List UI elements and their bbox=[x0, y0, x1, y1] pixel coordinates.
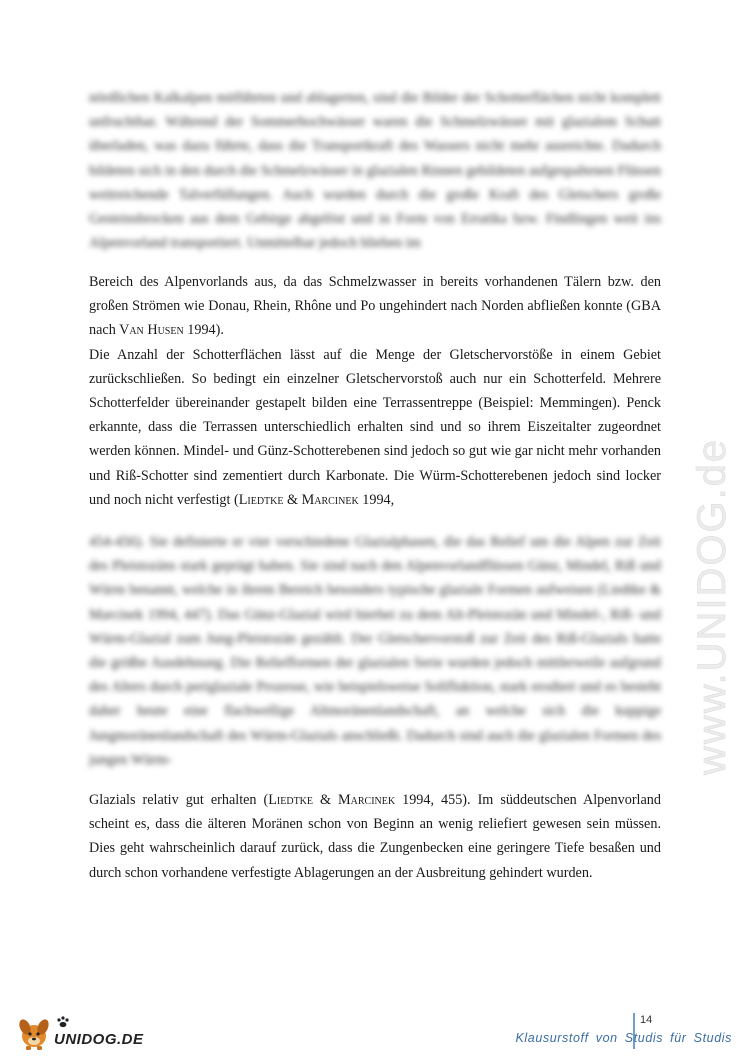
paragraph-block-3 bbox=[89, 788, 661, 885]
citation-author-3b: & M bbox=[313, 792, 351, 808]
paragraph-3-rest: 1994, 455). Im süddeutschen Alpenvorland scheint es, dass die älteren Moränen schon von Beginn an wenig reliefiert gewesen sein müssen. Dies geht wahrscheinlich darauf zurück, dass die Zungenbecken eine geringere Tiefe besaßen und durch schon vorhandene verfestigte Ablagerungen an der Ausbreitung gehindert wurden. bbox=[89, 792, 661, 881]
unidog-logo bbox=[14, 1012, 154, 1052]
watermark-text: www.UNIDOG.de bbox=[690, 437, 734, 775]
citation-author-1a: an bbox=[129, 322, 144, 339]
logo-text: UNIDOG.DE bbox=[54, 1031, 144, 1048]
citation-author-2b: & M bbox=[283, 491, 315, 508]
blurred-text-top: nördlichen Kalkalpen mitführten und ablagerten, sind die Bilder der Schotterflächen nicht komplett unfruchtbar. Während der Sommerhochwässer waren die Schmelzwässer mit glazialem Schutt überladen, was dazu führte, dass die Transportkraft des Wassers nicht mehr ausreichte. Dadurch bildeten sich in den durch die Schmelzwässer in glazialen Rinnen gebildeten aufgespaltenen Flüssen weitreichende Talverfüllungen. Auch wurden durch die große Kraft des Gletschers große Gesteinsbrocken aus dem Gebirge abgelöst und in Form von Erratika bzw. Findlingen weit ins Alpenvorland transportiert. Unmittelbar jedoch blieben im bbox=[89, 90, 661, 252]
dog-mascot-icon bbox=[14, 1012, 54, 1052]
paragraph-block-1 bbox=[89, 270, 661, 512]
footer-tagline: Klausurstoff von Studis für Studis bbox=[515, 1031, 732, 1045]
blurred-paragraph-top bbox=[89, 86, 661, 255]
blurred-paragraph-middle bbox=[89, 530, 661, 772]
citation-author-1c: usen bbox=[157, 322, 184, 339]
paragraph-1-text: Bereich des Alpenvorlands aus, da das Schmelzwasser in bereits vorhandenen Tälern bzw. den großen Strömen wie Donau, Rhein, Rhône und Po ungehindert nach Norden abfließen konnte (GBA nach V bbox=[89, 274, 661, 339]
citation-year-1: 1994). bbox=[183, 322, 224, 339]
paragraph-2-text: Die Anzahl der Schotterflächen lässt auf die Menge der Gletschervorstöße in einem Gebiet zurückschließen. So bedingt ein einzelner Gletschervorstoß auch nur ein Schotterfeld. Mehrere Schotterfelder übereinander gestapelt bilden eine Terrassentreppe (Beispiel: Memmingen). Penck erkannte, dass die Terrassen unterschiedlich erhalten sind und so ihrem Eiszeitalter zugeordnet werden können. Mindel- und Günz-Schotterebenen sind jedoch so gut wie gar nicht mehr vorhanden und Riß-Schotter sind zementiert durch Karbonate. Die Würm-Schotterebenen jedoch sind locker und noch nicht verfestigt (L bbox=[89, 346, 661, 508]
citation-author-3c: arcinek bbox=[350, 792, 396, 808]
blurred-text-middle: 454-456). Sie definierte er vier verschiedene Glazialphasen, die das Relief um die Alpen zur Zeit des Pleistozäns stark geprägt haben. Sie sind nach den Alpenvorlandflüssen Günz, Mindel, Riß und Würm benannt, welche in ihrem Bereich besonders typische glaziale Formen aufweisen (Liedtke & Marcinek 1994, 447). Das Günz-Glazial wird hierbei zu dem Alt-Pleistozän und Mindel-, Riß- und Würm-Glazial zum Jung-Pleistozän gezählt. Der Gletschervorstoß zur Zeit des Riß-Glazials hatte die größte Ausdehnung. Die Reliefformen der glazialen Serie wurden jedoch mittlerweile aufgrund des Alters durch periglaziale Prozesse, wie beispielsweise Solifluktion, stark erodiert und es besteht daher heute eine flachwellige Altmoränenlandschaft, an welche sich die kuppige Jungmoränenlandschaft des Würm-Glazials anschließt. Dadurch sind auch die glazialen Formen des jungen Würm- bbox=[89, 534, 661, 768]
paragraph-3-text: Glazials relativ gut erhalten (L bbox=[89, 792, 277, 808]
paw-icon bbox=[56, 1016, 70, 1028]
citation-author-2a: iedtke bbox=[247, 491, 284, 508]
citation-author-2c: arcinek bbox=[314, 491, 359, 508]
page-number: 14 bbox=[640, 1014, 653, 1026]
citation-year-2: 1994, bbox=[358, 491, 395, 508]
citation-author-1b: H bbox=[143, 322, 158, 339]
citation-author-3a: iedtke bbox=[276, 792, 314, 808]
watermark bbox=[690, 260, 735, 780]
